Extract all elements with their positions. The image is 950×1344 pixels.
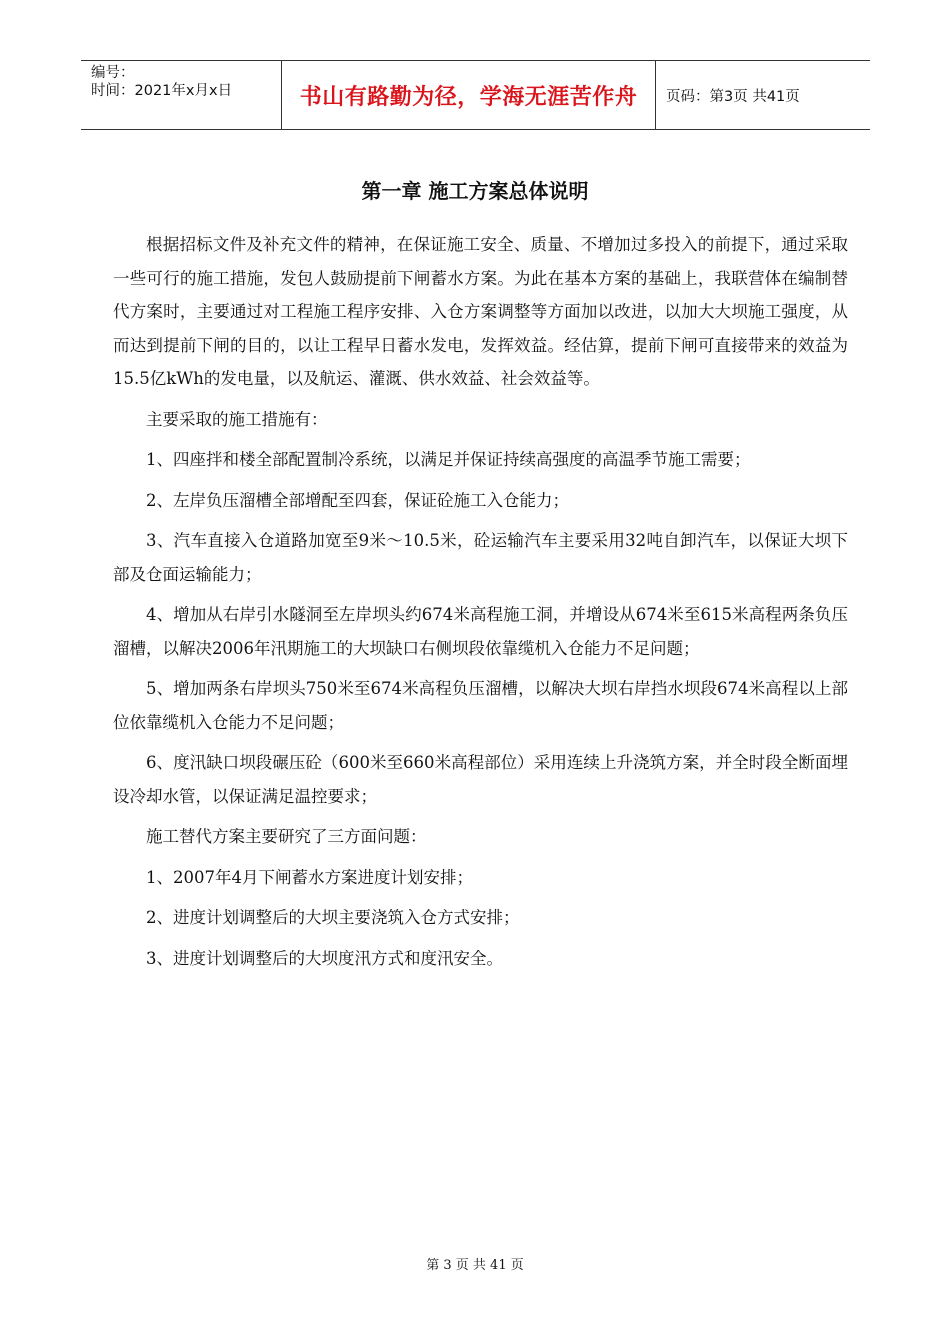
- paragraph: 5、增加两条右岸坝头750米至674米高程负压溜槽，以解决大坝右岸挡水坝段674米高程以上部位依靠缆机入仓能力不足问题；: [113, 679, 848, 732]
- header-divider: [655, 61, 656, 129]
- paragraph: 2、左岸负压溜槽全部增配至四套，保证砼施工入仓能力；: [146, 490, 569, 510]
- chapter-title: 第一章 施工方案总体说明: [361, 179, 589, 203]
- document-number-label: 编号：: [91, 65, 135, 81]
- document-time: 时间：2021年x月x日: [91, 83, 233, 99]
- paragraph: 1、四座拌和楼全部配置制冷系统，以满足并保证持续高强度的高温季节施工需要；: [146, 450, 751, 469]
- paragraph: 主要采取的施工措施有：: [146, 409, 328, 429]
- paragraph: 1、2007年4月下闸蓄水方案进度计划安排；: [146, 867, 473, 887]
- header-page-info: 页码：第3页 共41页: [666, 88, 800, 105]
- paragraph: 3、进度计划调整后的大坝度汛方式和度汛安全。: [146, 948, 503, 968]
- page-footer: 第 3 页 共 41 页: [426, 1258, 524, 1273]
- paragraph: 4、增加从右岸引水隧洞至左岸坝头约674米高程施工洞，并增设从674米至615米高程两条负压溜槽，以解决2006年汛期施工的大坝缺口右侧坝段依靠缆机入仓能力不足问题；: [113, 605, 848, 658]
- paragraph: 6、度汛缺口坝段碾压砼（600米至660米高程部位）采用连续上升浇筑方案，并全时段全断面埋设冷却水管，以保证满足温控要求；: [113, 753, 848, 806]
- paragraph: 根据招标文件及补充文件的精神，在保证施工安全、质量、不增加过多投入的前提下，通过采取一些可行的施工措施，发包人鼓励提前下闸蓄水方案。为此在基本方案的基础上，我联营体在编制替代方案时，主要通过对工程施工程序安排、入仓方案调整等方面加以改进，以加大大坝施工强度，从而达到提前下闸的目的，以让工程早日蓄水发电，发挥效益。经估算，提前下闸可直接带来的效益为15.5亿kWh的发电量，以及航运、灌溉、供水效益、社会效益等。: [113, 235, 848, 388]
- paragraph: 3、汽车直接入仓道路加宽至9米～10.5米，砼运输汽车主要采用32吨自卸汽车，以保证大坝下部及仓面运输能力；: [113, 531, 848, 584]
- header-meta: [81, 61, 281, 129]
- header-motto: 书山有路勤为径，学海无涯苦作舟: [299, 84, 638, 110]
- paragraph: 2、进度计划调整后的大坝主要浇筑入仓方式安排；: [146, 908, 520, 927]
- document-body: [113, 228, 848, 982]
- page-header: [81, 60, 870, 130]
- paragraph: 施工替代方案主要研究了三方面问题：: [146, 827, 427, 846]
